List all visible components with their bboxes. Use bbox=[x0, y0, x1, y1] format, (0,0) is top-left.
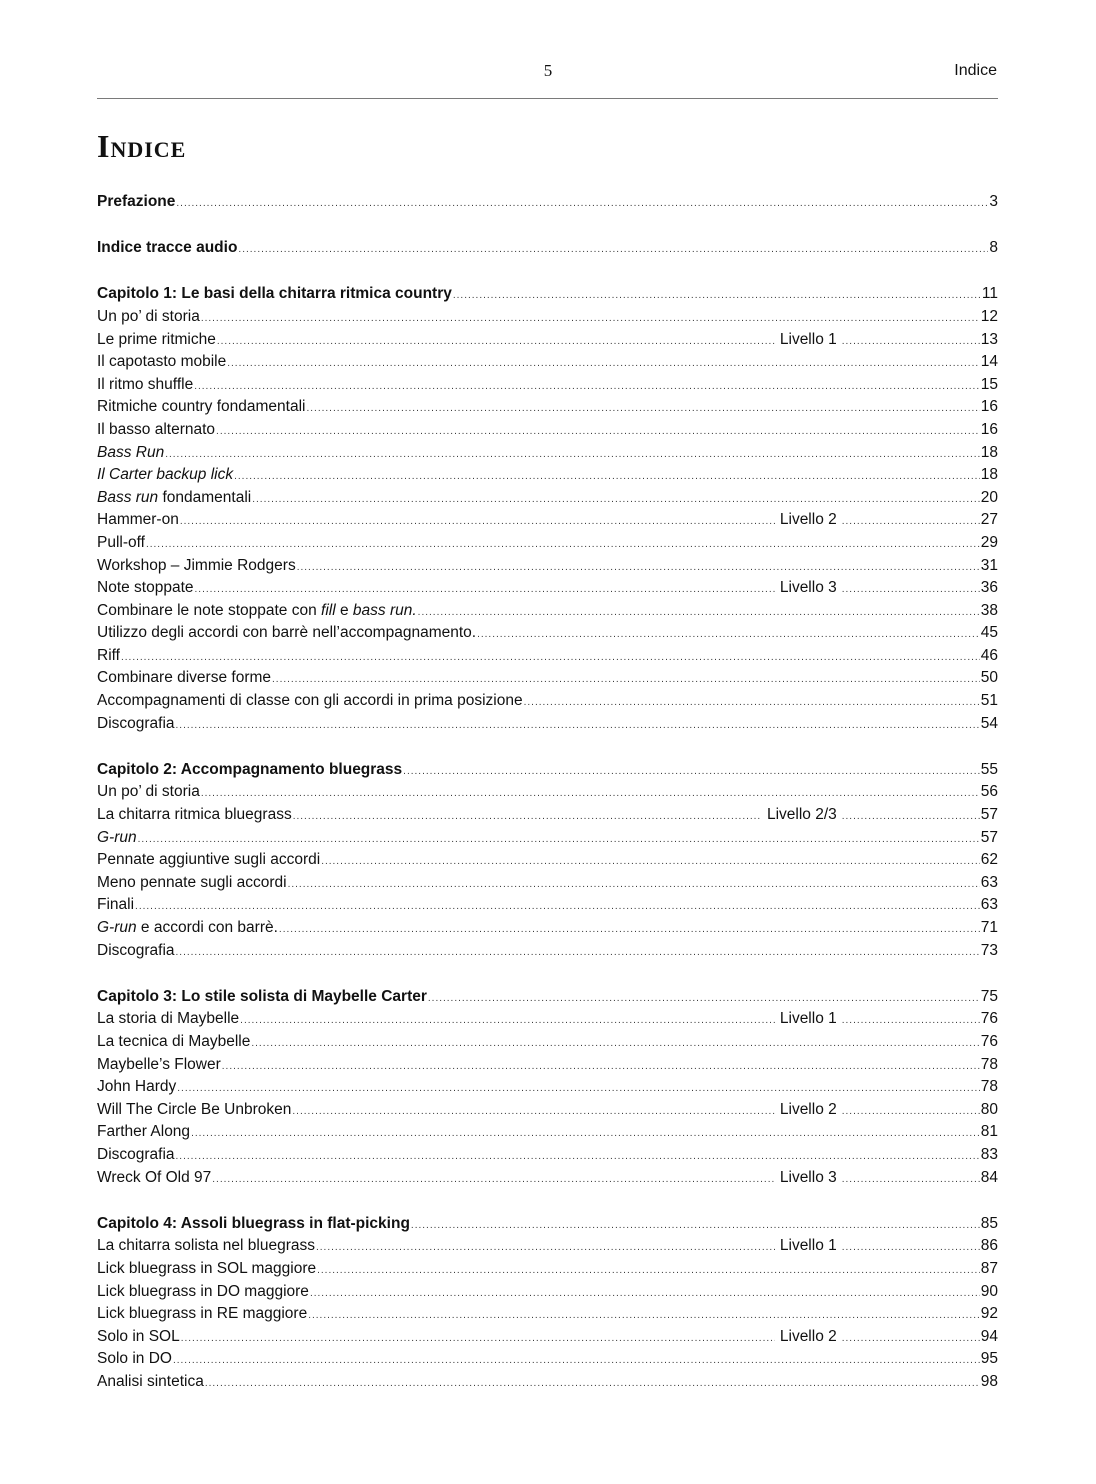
leader-dots bbox=[842, 511, 980, 534]
leader-dots bbox=[176, 1146, 980, 1169]
header-divider bbox=[97, 98, 998, 99]
page-reference: 57 bbox=[980, 828, 998, 846]
entry-title: Accompagnamenti di classe con gli accordi in prima posizione bbox=[97, 692, 523, 710]
entry-title: John Hardy bbox=[97, 1078, 177, 1096]
entry-title: La tecnica di Maybelle bbox=[97, 1032, 251, 1050]
leader-dots bbox=[180, 511, 775, 534]
page-reference: 13 bbox=[980, 330, 998, 348]
page-reference: 94 bbox=[980, 1327, 998, 1345]
leader-dots bbox=[176, 942, 980, 965]
toc-entry[interactable] bbox=[97, 487, 998, 510]
running-title: Indice bbox=[954, 62, 997, 79]
leader-dots bbox=[307, 398, 980, 421]
leader-dots bbox=[428, 988, 980, 1011]
entry-title: Analisi sintetica bbox=[97, 1372, 204, 1390]
page-reference: 90 bbox=[980, 1282, 998, 1300]
chapter-title: Indice tracce audio bbox=[97, 239, 238, 257]
toc-entry[interactable] bbox=[97, 667, 998, 690]
entry-title: G-run bbox=[97, 828, 137, 846]
toc-entry[interactable] bbox=[97, 804, 998, 827]
toc-section bbox=[97, 283, 998, 735]
page-reference: 76 bbox=[980, 1032, 998, 1050]
entry-title: Finali bbox=[97, 896, 135, 914]
leader-dots bbox=[216, 421, 980, 444]
chapter-title: Capitolo 1: Le basi della chitarra ritmica country bbox=[97, 285, 452, 303]
entry-title: Le prime ritmiche bbox=[97, 330, 216, 348]
page-reference: 87 bbox=[980, 1259, 998, 1277]
toc-entry[interactable] bbox=[97, 1167, 998, 1190]
leader-dots bbox=[146, 534, 980, 557]
leader-dots bbox=[842, 806, 980, 829]
leader-dots bbox=[316, 1237, 775, 1260]
page-reference: 18 bbox=[980, 443, 998, 461]
entry-title: Un po’ di storia bbox=[97, 783, 200, 801]
leader-dots bbox=[842, 1010, 980, 1033]
page-title: Indice bbox=[97, 128, 187, 164]
page-reference: 86 bbox=[980, 1237, 998, 1255]
toc-entry[interactable] bbox=[97, 306, 998, 329]
level-label: Livello 3 bbox=[779, 1168, 837, 1186]
leader-dots bbox=[279, 919, 980, 942]
leader-dots bbox=[308, 1305, 980, 1328]
leader-dots bbox=[240, 1010, 775, 1033]
toc-entry[interactable] bbox=[97, 1076, 998, 1099]
toc-entry[interactable] bbox=[97, 329, 998, 352]
toc-entry[interactable] bbox=[97, 940, 998, 963]
entry-title: Lick bluegrass in DO maggiore bbox=[97, 1282, 309, 1300]
page-reference: 31 bbox=[980, 556, 998, 574]
page-reference: 20 bbox=[980, 488, 998, 506]
leader-dots bbox=[411, 1215, 980, 1238]
page-reference: 46 bbox=[980, 646, 998, 664]
toc-entry[interactable] bbox=[97, 351, 998, 374]
leader-dots bbox=[252, 489, 980, 512]
page-reference: 51 bbox=[980, 692, 998, 710]
page-reference: 95 bbox=[980, 1350, 998, 1368]
toc-entry[interactable] bbox=[97, 917, 998, 940]
chapter-title: Prefazione bbox=[97, 193, 176, 210]
page-reference: 11 bbox=[981, 285, 998, 303]
toc-entry[interactable] bbox=[97, 849, 998, 872]
leader-dots bbox=[297, 557, 980, 580]
leader-dots bbox=[842, 1101, 980, 1124]
toc-entry[interactable] bbox=[97, 577, 998, 600]
leader-dots bbox=[321, 851, 980, 874]
leader-dots bbox=[222, 1056, 980, 1079]
entry-title: Utilizzo degli accordi con barrè nell’accompagnamento. bbox=[97, 624, 477, 642]
toc-chapter-heading[interactable] bbox=[97, 986, 998, 1009]
leader-dots bbox=[292, 1101, 774, 1124]
leader-dots bbox=[238, 239, 988, 262]
leader-dots bbox=[194, 376, 980, 399]
leader-dots bbox=[205, 1373, 980, 1396]
leader-dots bbox=[234, 466, 980, 489]
leader-dots bbox=[293, 806, 762, 829]
page-reference: 81 bbox=[980, 1123, 998, 1141]
entry-title: Bass run fondamentali bbox=[97, 488, 252, 506]
chapter-title: Capitolo 3: Lo stile solista di Maybelle Carter bbox=[97, 987, 427, 1005]
level-label: Livello 2 bbox=[779, 511, 837, 529]
toc-entry[interactable] bbox=[97, 419, 998, 442]
entry-title: Il Carter backup lick bbox=[97, 466, 234, 484]
leader-dots bbox=[403, 761, 980, 784]
entry-title: Il capotasto mobile bbox=[97, 353, 227, 371]
toc-entry[interactable] bbox=[97, 1008, 998, 1031]
toc-entry[interactable] bbox=[97, 827, 998, 850]
entry-title: Will The Circle Be Unbroken bbox=[97, 1100, 292, 1118]
toc-entry[interactable] bbox=[97, 872, 998, 895]
page-reference: 92 bbox=[980, 1305, 998, 1323]
toc-chapter-heading[interactable] bbox=[97, 237, 998, 260]
entry-title: La storia di Maybelle bbox=[97, 1010, 240, 1028]
page-reference: 12 bbox=[980, 307, 998, 325]
toc-entry[interactable] bbox=[97, 442, 998, 465]
page-reference: 3 bbox=[989, 193, 998, 210]
leader-dots bbox=[842, 1328, 980, 1351]
leader-dots bbox=[227, 353, 980, 376]
page-reference: 36 bbox=[980, 579, 998, 597]
page-reference: 56 bbox=[980, 783, 998, 801]
page-reference: 45 bbox=[980, 624, 998, 642]
leader-dots bbox=[842, 1169, 980, 1192]
page-reference: 76 bbox=[980, 1010, 998, 1028]
toc-chapter-heading[interactable] bbox=[97, 759, 998, 782]
leader-dots bbox=[201, 308, 980, 331]
entry-title: Discografia bbox=[97, 1145, 175, 1163]
toc-section bbox=[97, 191, 998, 214]
toc-entry[interactable] bbox=[97, 713, 998, 736]
toc-entry[interactable] bbox=[97, 690, 998, 713]
entry-title: Solo in SOL bbox=[97, 1327, 180, 1345]
toc-entry[interactable] bbox=[97, 1099, 998, 1122]
leader-dots bbox=[173, 1350, 980, 1373]
chapter-title: Capitolo 2: Accompagnamento bluegrass bbox=[97, 760, 403, 778]
page-reference: 50 bbox=[980, 669, 998, 687]
toc-entry[interactable] bbox=[97, 396, 998, 419]
entry-title: Solo in DO bbox=[97, 1350, 172, 1368]
entry-title: Lick bluegrass in RE maggiore bbox=[97, 1305, 308, 1323]
entry-title: Farther Along bbox=[97, 1123, 191, 1141]
toc-entry[interactable] bbox=[97, 1258, 998, 1281]
leader-dots bbox=[217, 331, 775, 354]
leader-dots bbox=[251, 1033, 979, 1056]
leader-dots bbox=[135, 896, 980, 919]
toc-entry[interactable] bbox=[97, 374, 998, 397]
table-of-contents bbox=[97, 191, 998, 1417]
toc-entry[interactable] bbox=[97, 464, 998, 487]
entry-title: G-run e accordi con barrè. bbox=[97, 919, 278, 936]
entry-title: Discografia bbox=[97, 941, 175, 959]
toc-entry[interactable] bbox=[97, 894, 998, 917]
level-label: Livello 2/3 bbox=[766, 806, 837, 824]
chapter-title: Capitolo 4: Assoli bluegrass in flat-picking bbox=[97, 1214, 410, 1232]
page-reference: 62 bbox=[980, 851, 998, 869]
level-label: Livello 1 bbox=[779, 1237, 837, 1255]
leader-dots bbox=[310, 1283, 980, 1306]
leader-dots bbox=[201, 783, 980, 806]
entry-title: Combinare diverse forme bbox=[97, 669, 272, 687]
toc-entry[interactable] bbox=[97, 622, 998, 645]
page-reference: 78 bbox=[980, 1078, 998, 1096]
leader-dots bbox=[138, 829, 980, 852]
entry-title: Ritmiche country fondamentali bbox=[97, 398, 306, 416]
entry-title: Un po’ di storia bbox=[97, 307, 200, 325]
entry-title: Pull-off bbox=[97, 533, 145, 551]
toc-entry[interactable] bbox=[97, 645, 998, 668]
page-reference: 78 bbox=[980, 1055, 998, 1073]
toc-section bbox=[97, 1213, 998, 1394]
leader-dots bbox=[121, 647, 980, 670]
toc-section bbox=[97, 237, 998, 260]
entry-title: Wreck Of Old 97 bbox=[97, 1168, 212, 1186]
toc-entry[interactable] bbox=[97, 1121, 998, 1144]
page-reference: 63 bbox=[980, 896, 998, 914]
page-reference: 98 bbox=[980, 1372, 998, 1390]
entry-title: Maybelle’s Flower bbox=[97, 1055, 221, 1073]
leader-dots bbox=[176, 715, 980, 738]
page-reference: 15 bbox=[980, 375, 998, 393]
leader-dots bbox=[195, 579, 775, 602]
leader-dots bbox=[317, 1260, 980, 1283]
leader-dots bbox=[272, 669, 980, 692]
toc-entry[interactable] bbox=[97, 1235, 998, 1258]
level-label: Livello 1 bbox=[779, 330, 837, 348]
page-reference: 57 bbox=[980, 806, 998, 824]
page-reference: 84 bbox=[980, 1168, 998, 1186]
page-reference: 83 bbox=[980, 1145, 998, 1163]
page-reference: 27 bbox=[980, 511, 998, 529]
page-reference: 16 bbox=[980, 420, 998, 438]
toc-entry[interactable] bbox=[97, 1144, 998, 1167]
toc-entry[interactable] bbox=[97, 1303, 998, 1326]
toc-entry[interactable] bbox=[97, 1054, 998, 1077]
toc-entry[interactable] bbox=[97, 781, 998, 804]
entry-title: Il basso alternato bbox=[97, 420, 216, 438]
leader-dots bbox=[842, 579, 980, 602]
entry-title: Riff bbox=[97, 646, 120, 664]
entry-title: Il ritmo shuffle bbox=[97, 375, 194, 393]
entry-title: Workshop – Jimmie Rodgers bbox=[97, 556, 296, 574]
page-number: 5 bbox=[543, 61, 553, 80]
page-reference: 85 bbox=[980, 1214, 998, 1232]
leader-dots bbox=[477, 624, 980, 647]
page-reference: 18 bbox=[980, 466, 998, 484]
page-reference: 80 bbox=[980, 1100, 998, 1118]
page-reference: 54 bbox=[980, 714, 998, 732]
leader-dots bbox=[524, 692, 980, 715]
level-label: Livello 3 bbox=[779, 579, 837, 597]
toc-chapter-heading[interactable] bbox=[97, 283, 998, 306]
page-reference: 16 bbox=[980, 398, 998, 416]
toc-entry[interactable] bbox=[97, 1031, 998, 1054]
page-reference: 71 bbox=[980, 919, 998, 936]
leader-dots bbox=[453, 285, 981, 308]
toc-entry[interactable] bbox=[97, 1281, 998, 1304]
toc-entry[interactable] bbox=[97, 532, 998, 555]
entry-title: Discografia bbox=[97, 714, 175, 732]
leader-dots bbox=[842, 1237, 980, 1260]
toc-entry[interactable] bbox=[97, 1348, 998, 1371]
leader-dots bbox=[191, 1123, 980, 1146]
leader-dots bbox=[212, 1169, 775, 1192]
entry-title: Note stoppate bbox=[97, 579, 194, 597]
leader-dots bbox=[288, 874, 980, 897]
page-reference: 14 bbox=[980, 353, 998, 371]
entry-title: Meno pennate sugli accordi bbox=[97, 873, 287, 891]
entry-title: Combinare le note stoppate con fill e bass run. bbox=[97, 601, 417, 619]
toc-entry[interactable] bbox=[97, 555, 998, 578]
level-label: Livello 2 bbox=[779, 1327, 837, 1345]
leader-dots bbox=[181, 1328, 775, 1351]
entry-title: Bass Run bbox=[97, 443, 165, 461]
entry-title: La chitarra solista nel bluegrass bbox=[97, 1237, 315, 1255]
entry-title: La chitarra ritmica bluegrass bbox=[97, 806, 292, 824]
toc-section bbox=[97, 759, 998, 962]
toc-entry[interactable] bbox=[97, 1326, 998, 1349]
entry-title: Hammer-on bbox=[97, 511, 179, 529]
toc-chapter-heading[interactable] bbox=[97, 1213, 998, 1236]
page-reference: 8 bbox=[989, 239, 998, 257]
page-reference: 73 bbox=[980, 941, 998, 959]
entry-title: Pennate aggiuntive sugli accordi bbox=[97, 851, 321, 869]
level-label: Livello 2 bbox=[779, 1100, 837, 1118]
leader-dots bbox=[177, 1078, 979, 1101]
entry-title: Lick bluegrass in SOL maggiore bbox=[97, 1259, 317, 1277]
level-label: Livello 1 bbox=[779, 1010, 837, 1028]
toc-entry[interactable] bbox=[97, 509, 998, 532]
page-reference: 75 bbox=[980, 987, 998, 1005]
leader-dots bbox=[176, 193, 988, 216]
leader-dots bbox=[165, 444, 980, 467]
leader-dots bbox=[418, 602, 980, 625]
toc-entry[interactable] bbox=[97, 1371, 998, 1394]
leader-dots bbox=[842, 331, 980, 354]
toc-section bbox=[97, 986, 998, 1189]
page-reference: 63 bbox=[980, 873, 998, 891]
page-reference: 55 bbox=[980, 760, 998, 778]
toc-entry[interactable] bbox=[97, 600, 998, 623]
page-reference: 29 bbox=[980, 533, 998, 551]
page-reference: 38 bbox=[980, 601, 998, 619]
toc-chapter-heading[interactable] bbox=[97, 191, 998, 214]
